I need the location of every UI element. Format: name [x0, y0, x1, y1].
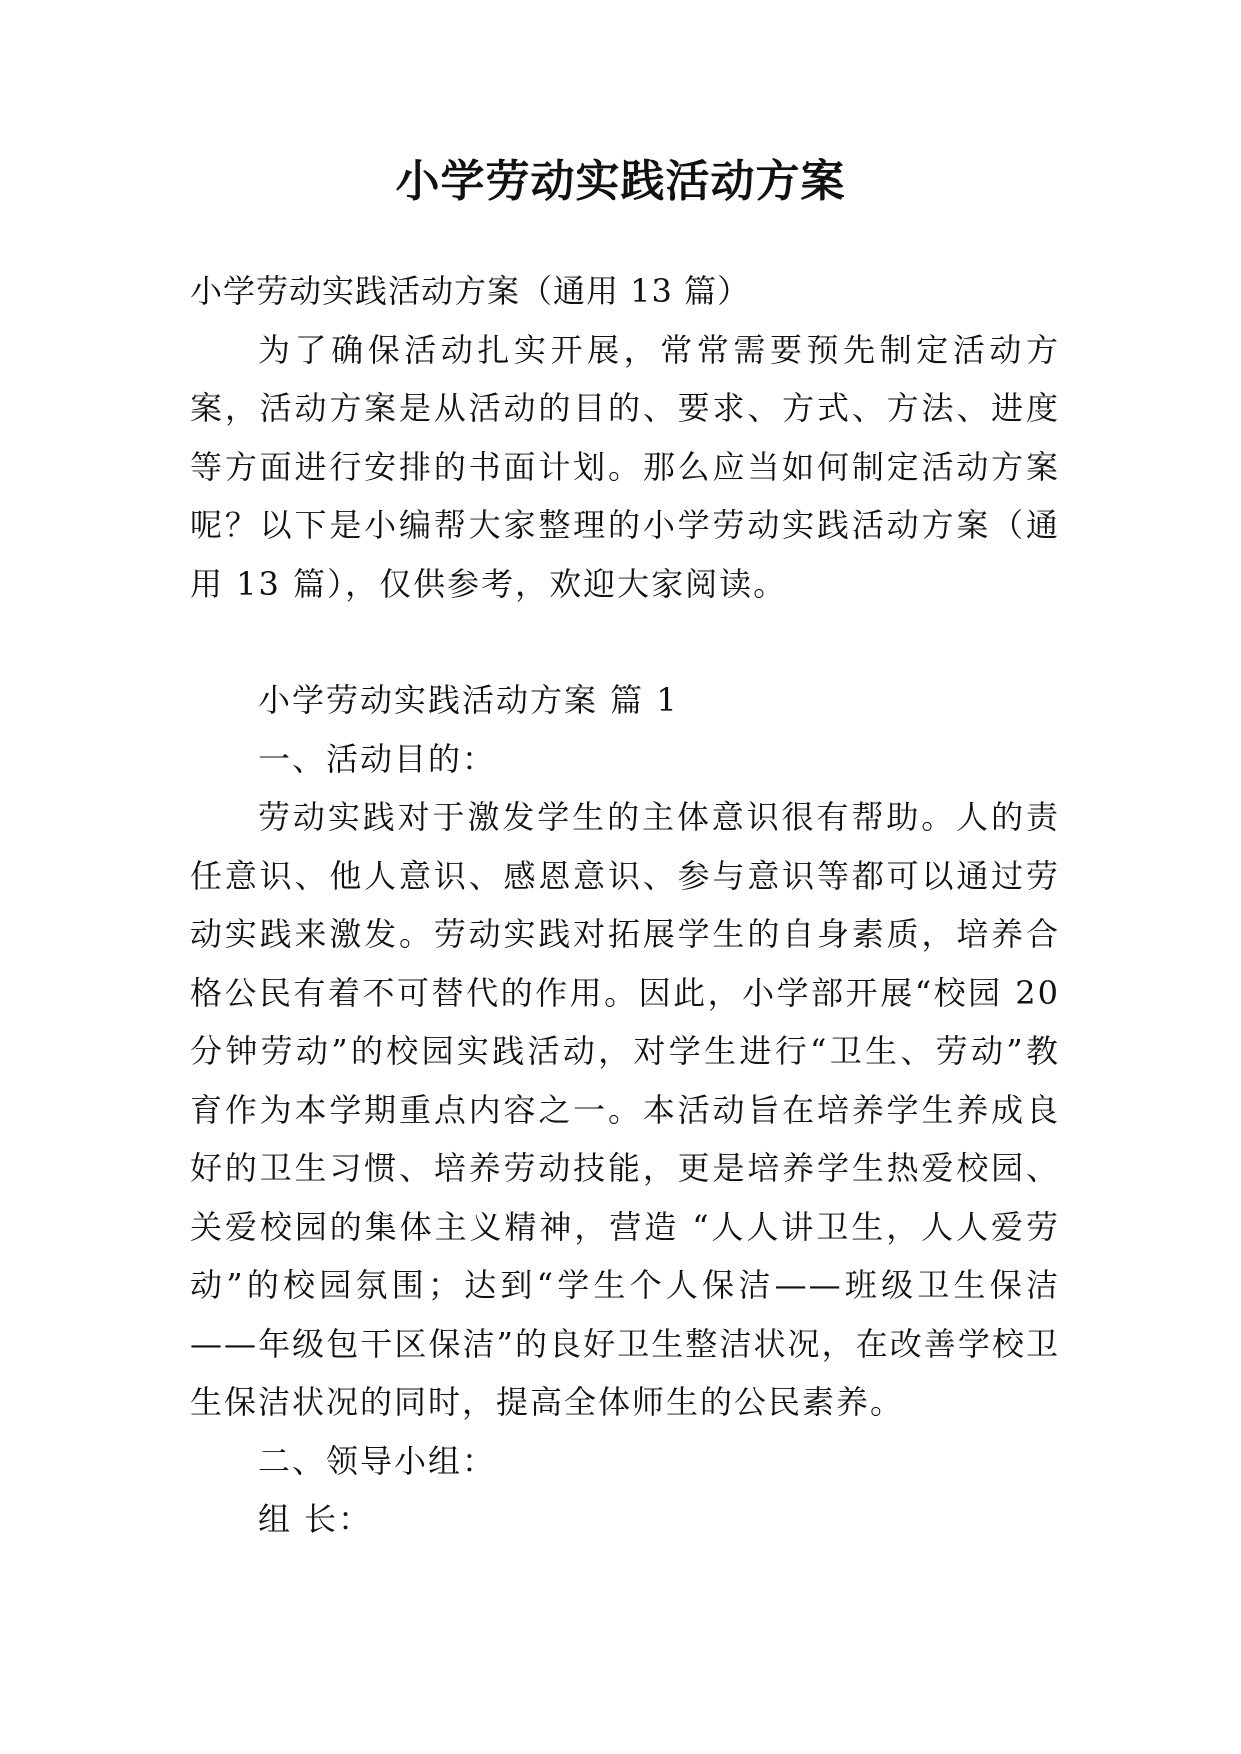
document-title: 小学劳动实践活动方案	[395, 156, 846, 207]
activity-purpose-paragraph: 劳动实践对于激发学生的主体意识很有帮助。人的责任意识、他人意识、感恩意识、参与意识等都可以通过劳动实践来激发。劳动实践对拓展学生的自身素质，培养合格公民有着不可替代的作用。因此，小学部开展“校园 20 分钟劳动”的校园实践活动，对学生进行“卫生、劳动”教育作为本学期重点内容之一。本活动旨在培养学生养成良好的卫生习惯、培养劳动技能，更是培养学生热爱校园、关爱校园的集体主义精神，营造 “人人讲卫生，人人爱劳动”的校园氛围；达到“学生个人保洁——班级卫生保洁——年级包干区保洁”的良好卫生整洁状况，在改善学校卫生保洁状况的同时，提高全体师生的公民素养。	[190, 798, 1060, 1421]
heading-leadership-group: 二、领导小组：	[258, 1441, 497, 1480]
document-subtitle: 小学劳动实践活动方案（通用 13 篇）	[190, 272, 751, 310]
leader-label: 组 长：	[258, 1500, 373, 1538]
document-body	[190, 262, 1060, 1549]
heading-activity-purpose: 一、活动目的：	[258, 739, 497, 778]
intro-paragraph: 为了确保活动扎实开展，常常需要预先制定活动方案，活动方案是从活动的目的、要求、方式、方法、进度等方面进行安排的书面计划。那么应当如何制定活动方案呢？以下是小编帮大家整理的小学劳动实践活动方案（通用 13 篇），仅供参考，欢迎大家阅读。	[190, 330, 1060, 603]
section-heading: 小学劳动实践活动方案 篇 1	[258, 681, 679, 719]
